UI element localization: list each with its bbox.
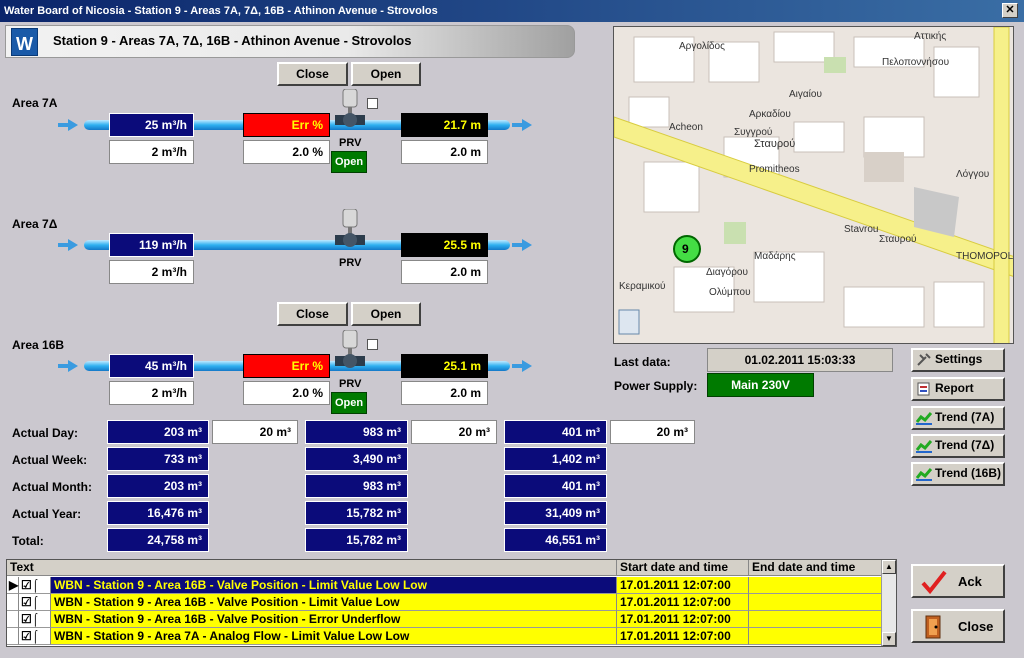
scroll-up-icon[interactable]: ▲ [882, 560, 896, 574]
outflow-arrow-shaft [512, 243, 522, 247]
alarm-start: 17.01.2011 12:07:00 [617, 577, 749, 594]
map-street-5: Αρκαδίου [749, 109, 791, 120]
area-16b-error: Err % [243, 354, 330, 378]
stat-7a-total: 24,758 m³ [107, 528, 209, 552]
outflow-arrow-icon [522, 360, 532, 372]
map-street-4: Stavrou [844, 224, 879, 235]
alarm-start: 17.01.2011 12:07:00 [617, 628, 749, 645]
tools-icon [916, 353, 932, 367]
stat-16b-total: 46,551 m³ [504, 528, 607, 552]
area-7a-level-setpoint[interactable]: 2.0 m [401, 140, 488, 164]
alarm-text: WBN - Station 9 - Area 16B - Valve Position - Limit Value Low [51, 594, 617, 611]
settings-button[interactable] [911, 348, 1005, 372]
stat-7d-year: 15,782 m³ [305, 501, 408, 525]
trend-7d-button[interactable] [911, 434, 1005, 458]
alarm-row[interactable] [7, 611, 882, 628]
stat-7a-week: 733 m³ [107, 447, 209, 471]
trend-icon [916, 439, 932, 453]
alarm-row[interactable] [7, 628, 882, 645]
area-16b-status-badge: Open [331, 392, 367, 414]
report-button[interactable] [911, 377, 1005, 401]
row-gutter [7, 594, 19, 611]
map-street-6: Συγγρού [734, 127, 773, 138]
ack-button-label: Ack [958, 574, 982, 589]
area-7a-flow: 25 m³/h [109, 113, 194, 137]
alarm-text: WBN - Station 9 - Area 16B - Valve Position - Limit Value Low Low [51, 577, 617, 594]
area-7d-flow-setpoint[interactable]: 2 m³/h [109, 260, 194, 284]
map-street-10: Κεραμικού [619, 281, 666, 292]
area-16b-level: 25.1 m [401, 354, 488, 378]
map-street-7: Αιγαίου [789, 89, 822, 100]
area-7a-label: Area 7A [12, 96, 58, 110]
last-data-label: Last data: [614, 355, 671, 369]
outflow-arrow-shaft [512, 364, 522, 368]
map-street-14: Acheon [669, 122, 703, 133]
area-16b-level-setpoint[interactable]: 2.0 m [401, 381, 488, 405]
stat-7a-month: 203 m³ [107, 474, 209, 498]
inflow-arrow-icon [68, 119, 78, 131]
outflow-arrow-icon [522, 119, 532, 131]
close-button-label: Close [958, 619, 994, 634]
stat-16b-day: 401 m³ [504, 420, 607, 444]
trend-16b-button-label: Trend (16B) [935, 466, 1002, 480]
area-16b-close-button[interactable]: Close [277, 302, 348, 326]
column-header-text[interactable]: Text [7, 560, 617, 576]
inflow-arrow-shaft [58, 123, 68, 127]
settings-button-label: Settings [935, 352, 983, 366]
area-16b-flow: 45 m³/h [109, 354, 194, 378]
alarm-end [749, 611, 882, 628]
row-gutter [7, 611, 19, 628]
area-7d-label: Area 7Δ [12, 217, 58, 231]
trend-16b-button[interactable] [911, 462, 1005, 486]
inflow-arrow-shaft [58, 243, 68, 247]
area-7a-checkbox[interactable] [367, 98, 378, 109]
area-7d-level: 25.5 m [401, 233, 488, 257]
map-street-13: Λόγγου [956, 169, 990, 180]
report-icon [916, 382, 932, 396]
stat-label-month: Actual Month: [12, 480, 92, 494]
stat-7d-day-setpoint[interactable]: 20 m³ [411, 420, 497, 444]
stat-7d-week: 3,490 m³ [305, 447, 408, 471]
ack-check-icon[interactable]: ☑⌠ [19, 611, 51, 628]
outflow-arrow-icon [522, 239, 532, 251]
alarm-text: WBN - Station 9 - Area 16B - Valve Position - Error Underflow [51, 611, 617, 628]
alarm-start: 17.01.2011 12:07:00 [617, 594, 749, 611]
ack-check-icon[interactable]: ☑⌠ [19, 594, 51, 611]
door-exit-icon [922, 614, 946, 640]
map-street-0: Αργολίδος [679, 41, 725, 52]
stat-16b-week: 1,402 m³ [504, 447, 607, 471]
stat-7a-day: 203 m³ [107, 420, 209, 444]
alarm-start: 17.01.2011 12:07:00 [617, 611, 749, 628]
map-street-8: Μαδάρης [754, 251, 796, 262]
checkmark-icon [921, 570, 947, 594]
alarm-row[interactable] [7, 594, 882, 611]
stat-7d-month: 983 m³ [305, 474, 408, 498]
area-16b-open-button[interactable]: Open [351, 302, 421, 326]
map-street-16: Διαγόρου [706, 267, 748, 278]
area-7d-level-setpoint[interactable]: 2.0 m [401, 260, 488, 284]
stat-label-week: Actual Week: [12, 453, 88, 467]
map-street-3: Σταυρού [754, 138, 796, 150]
area-16b-label: Area 16B [12, 338, 65, 352]
alarm-end [749, 577, 882, 594]
area-7a-level: 21.7 m [401, 113, 488, 137]
station-marker-label: 9 [682, 242, 689, 256]
area-7a-error: Err % [243, 113, 330, 137]
stat-7d-day: 983 m³ [305, 420, 408, 444]
stat-7d-total: 15,782 m³ [305, 528, 408, 552]
area-7a-open-button[interactable]: Open [351, 62, 421, 86]
trend-7d-button-label: Trend (7Δ) [935, 438, 995, 452]
stat-label-total: Total: [12, 534, 44, 548]
map-street-1: Αττικής [914, 31, 947, 42]
map-street-2: Πελοποννήσου [882, 57, 950, 68]
stat-16b-day-setpoint[interactable]: 20 m³ [610, 420, 695, 444]
alarm-end [749, 594, 882, 611]
ack-button[interactable] [911, 564, 1005, 598]
ack-check-icon[interactable]: ☑⌠ [19, 577, 51, 594]
map-canvas [614, 27, 1014, 344]
station-header [5, 25, 575, 58]
area-16b-valve-icon[interactable] [333, 330, 367, 370]
station-map[interactable] [613, 26, 1014, 344]
stat-16b-year: 31,409 m³ [504, 501, 607, 525]
alarm-row[interactable] [7, 577, 882, 594]
trend-icon [916, 467, 932, 481]
close-button[interactable] [911, 609, 1005, 643]
stat-label-day: Actual Day: [12, 426, 79, 440]
map-street-12: Σταυρού [879, 234, 917, 245]
area-7a-flow-setpoint[interactable]: 2 m³/h [109, 140, 194, 164]
map-street-15: Promitheos [749, 164, 800, 175]
stat-label-year: Actual Year: [12, 507, 82, 521]
alarm-end [749, 628, 882, 645]
trend-icon [916, 411, 932, 425]
window-close-button[interactable]: ✕ [1002, 3, 1018, 18]
outflow-arrow-shaft [512, 123, 522, 127]
area-16b-flow-setpoint[interactable]: 2 m³/h [109, 381, 194, 405]
row-gutter [7, 628, 19, 645]
area-16b-checkbox[interactable] [367, 339, 378, 350]
area-16b-prv-label: PRV [339, 378, 362, 390]
row-pointer-icon: ▶ [9, 578, 19, 592]
last-data-value: 01.02.2011 15:03:33 [707, 348, 893, 372]
ack-check-icon[interactable]: ☑⌠ [19, 628, 51, 645]
water-board-logo: W [11, 28, 38, 56]
area-7a-status-badge: Open [331, 151, 367, 173]
power-supply-label: Power Supply: [614, 379, 698, 393]
window-title-bar [0, 0, 1024, 22]
trend-7a-button[interactable] [911, 406, 1005, 430]
stat-7a-day-setpoint[interactable]: 20 m³ [212, 420, 298, 444]
inflow-arrow-icon [68, 239, 78, 251]
alarm-scrollbar[interactable] [881, 560, 896, 646]
inflow-arrow-icon [68, 360, 78, 372]
area-7a-percent[interactable]: 2.0 % [243, 140, 330, 164]
area-7a-prv-label: PRV [339, 137, 362, 149]
area-16b-percent[interactable]: 2.0 % [243, 381, 330, 405]
scroll-down-icon[interactable]: ▼ [882, 632, 896, 646]
stat-7a-year: 16,476 m³ [107, 501, 209, 525]
area-7a-valve-icon[interactable] [333, 89, 367, 129]
report-button-label: Report [935, 381, 974, 395]
map-street-11: THOMOPOL [956, 251, 1014, 262]
area-7d-flow: 119 m³/h [109, 233, 194, 257]
stat-16b-month: 401 m³ [504, 474, 607, 498]
trend-7a-button-label: Trend (7A) [935, 410, 995, 424]
column-header-end[interactable]: End date and time [749, 560, 882, 576]
power-supply-status: Main 230V [707, 373, 814, 397]
alarm-text: WBN - Station 9 - Area 7A - Analog Flow - Limit Value Low Low [51, 628, 617, 645]
map-street-9: Ολύμπου [709, 287, 751, 298]
window-title: Water Board of Nicosia - Station 9 - Areas 7A, 7Δ, 16B - Athinon Avenue - Strovolos [4, 5, 438, 17]
area-7d-valve-icon[interactable] [333, 209, 367, 249]
column-header-start[interactable]: Start date and time [617, 560, 749, 576]
inflow-arrow-shaft [58, 364, 68, 368]
area-7d-prv-label: PRV [339, 257, 362, 269]
map-layer-icon[interactable] [619, 310, 639, 334]
area-7a-close-button[interactable]: Close [277, 62, 348, 86]
alarm-list[interactable] [6, 559, 897, 647]
station-title: Station 9 - Areas 7A, 7Δ, 16B - Athinon Avenue - Strovolos [53, 33, 412, 48]
